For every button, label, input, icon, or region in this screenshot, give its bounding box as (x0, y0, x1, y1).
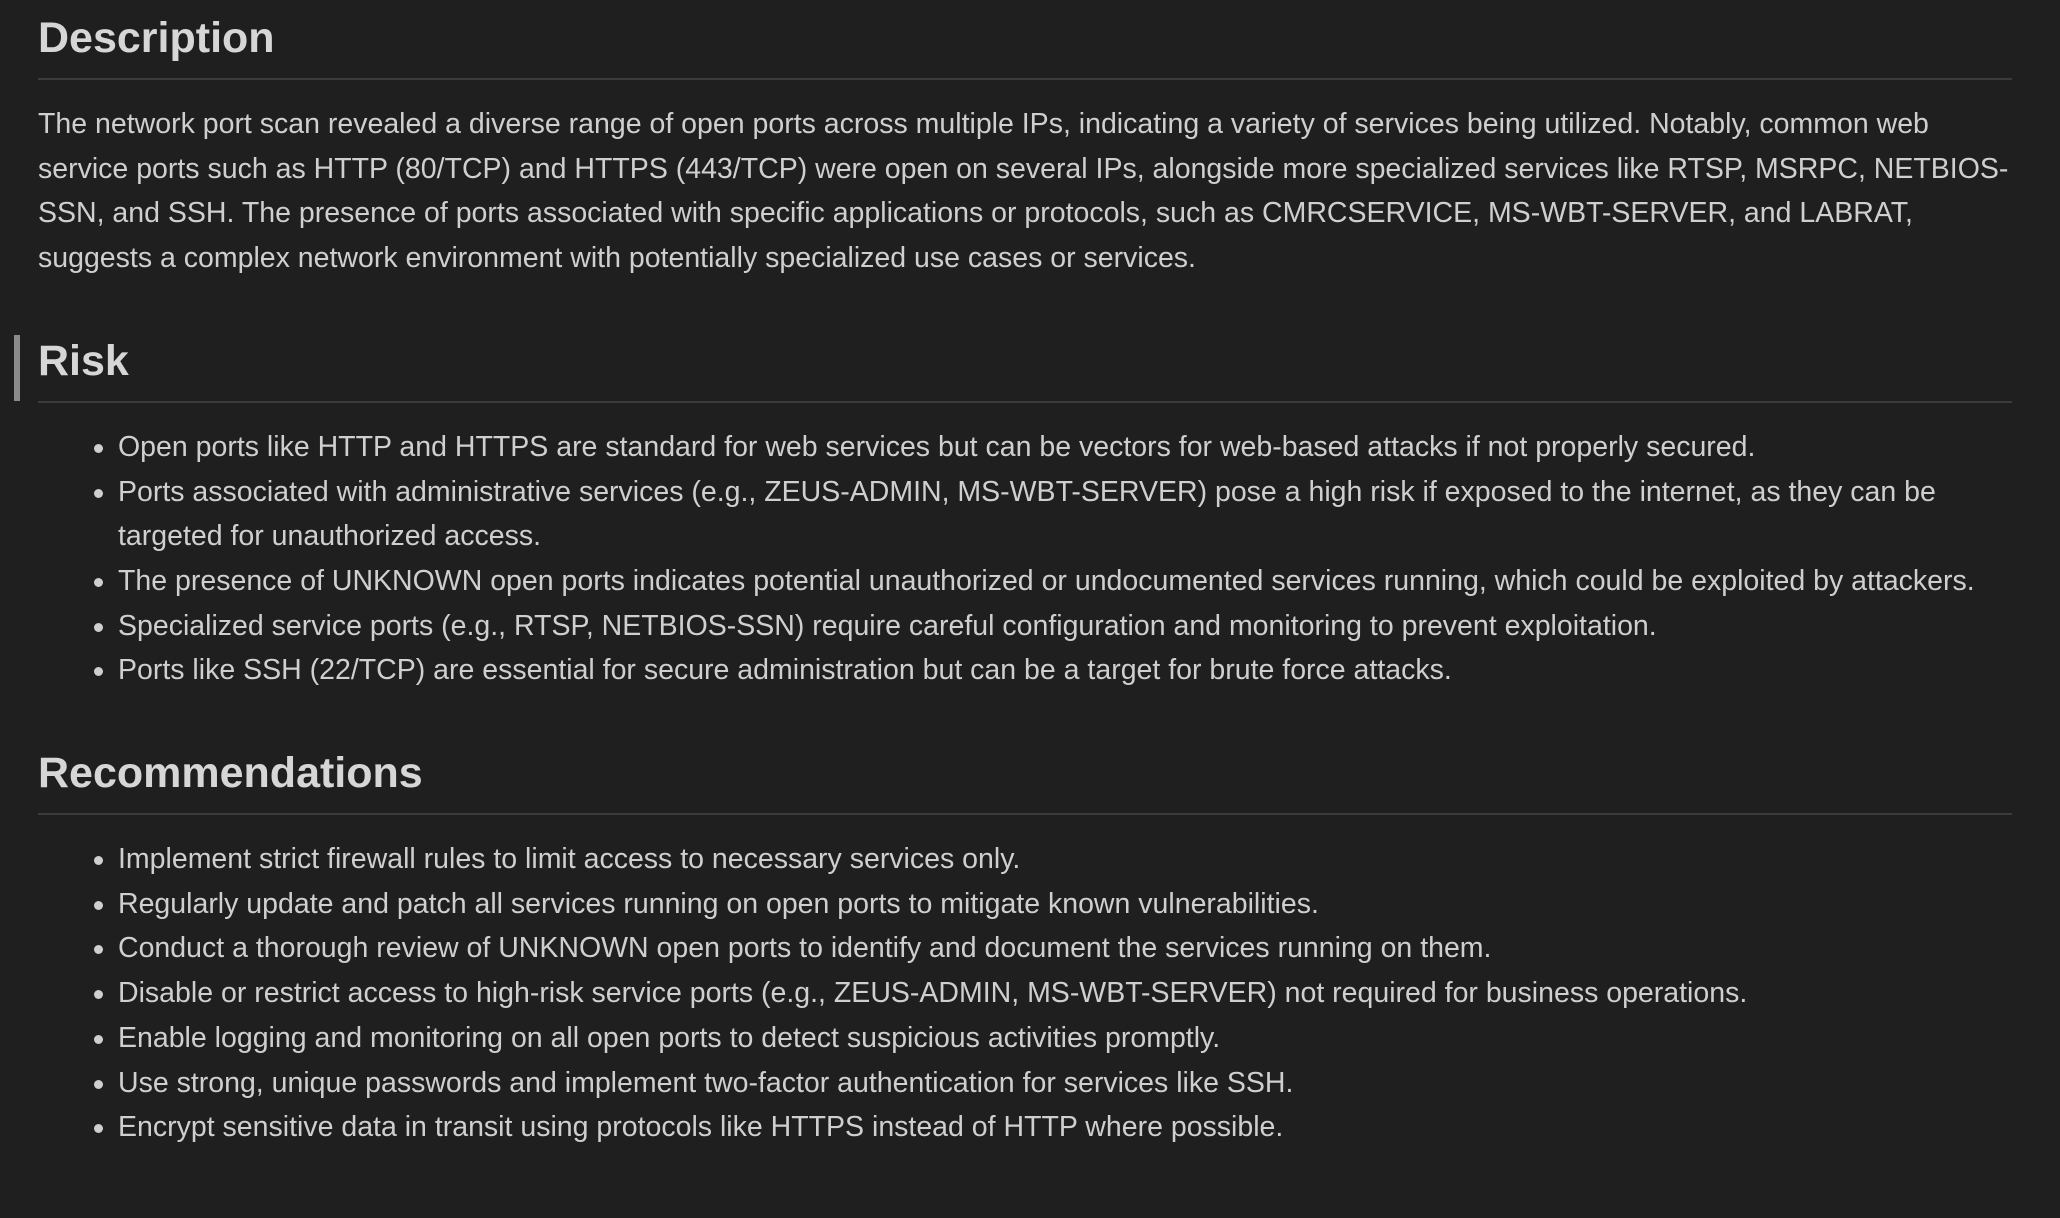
recommendations-section (38, 735, 2012, 1150)
bullet-icon (94, 667, 103, 676)
recommendation-list-item (118, 1061, 2012, 1106)
bullet-icon (94, 856, 103, 865)
bullet-icon (94, 945, 103, 954)
risk-list-item (118, 425, 2012, 470)
risk-list-item (118, 604, 2012, 649)
risk-section (38, 323, 2012, 693)
risk-item-text: Ports associated with administrative services (e.g., ZEUS-ADMIN, MS-WBT-SERVER) pose a high risk if exposed to the internet, as they can be targeted for unauthorized access. (118, 475, 1936, 553)
description-section (38, 0, 2012, 281)
recommendation-item-text: Regularly update and patch all services running on open ports to mitigate known vulnerabilities. (118, 887, 1319, 920)
risk-list-item (118, 470, 2012, 559)
risk-list (38, 425, 2012, 693)
description-heading: Description (38, 0, 2012, 80)
risk-list-item (118, 559, 2012, 604)
recommendation-item-text: Implement strict firewall rules to limit access to necessary services only. (118, 843, 1021, 876)
document-body (38, 0, 2012, 1150)
bullet-icon (94, 444, 103, 453)
bullet-icon (94, 1035, 103, 1044)
recommendation-item-text: Use strong, unique passwords and implement two-factor authentication for services like SSH. (118, 1066, 1294, 1099)
risk-item-text: The presence of UNKNOWN open ports indicates potential unauthorized or undocumented services running, which could be exploited by attackers. (118, 564, 1975, 597)
recommendations-heading: Recommendations (38, 735, 2012, 815)
recommendation-item-text: Enable logging and monitoring on all open ports to detect suspicious activities promptly. (118, 1021, 1221, 1054)
recommendations-list (38, 837, 2012, 1150)
bullet-icon (94, 1124, 103, 1133)
recommendation-item-text: Conduct a thorough review of UNKNOWN open ports to identify and document the services running on them. (118, 932, 1492, 965)
recommendation-list-item (118, 1105, 2012, 1150)
bullet-icon (94, 578, 103, 587)
bullet-icon (94, 1080, 103, 1089)
bullet-icon (94, 901, 103, 910)
risk-item-text: Specialized service ports (e.g., RTSP, NETBIOS-SSN) require careful configuration and monitoring to prevent exploitation. (118, 609, 1657, 642)
risk-list-item (118, 648, 2012, 693)
bullet-icon (94, 990, 103, 999)
recommendation-list-item (118, 882, 2012, 927)
recommendation-list-item (118, 837, 2012, 882)
active-section-indicator (14, 335, 20, 401)
risk-heading: Risk (38, 323, 2012, 403)
recommendation-item-text: Encrypt sensitive data in transit using protocols like HTTPS instead of HTTP where possible. (118, 1111, 1284, 1144)
bullet-icon (94, 489, 103, 498)
recommendation-list-item (118, 971, 2012, 1016)
risk-item-text: Ports like SSH (22/TCP) are essential for secure administration but can be a target for brute force attacks. (118, 654, 1452, 687)
recommendation-list-item (118, 926, 2012, 971)
description-paragraph: The network port scan revealed a diverse range of open ports across multiple IPs, indicating a variety of services being utilized. Notably, common web service ports such as HTTP (80/TCP) and HTTPS (443/TCP) were open on several IPs, alongside more specialized services like RTSP, MSRPC, NETBIOS-SSN, and SSH. The presence of ports associated with specific applications or protocols, such as CMRCSERVICE, MS-WBT-SERVER, and LABRAT, suggests a complex network environment with potentially specialized use cases or services. (38, 108, 2009, 275)
recommendation-list-item (118, 1016, 2012, 1061)
recommendation-item-text: Disable or restrict access to high-risk service ports (e.g., ZEUS-ADMIN, MS-WBT-SERVER) not required for business operations. (118, 977, 1748, 1010)
bullet-icon (94, 623, 103, 632)
risk-item-text: Open ports like HTTP and HTTPS are standard for web services but can be vectors for web-based attacks if not properly secured. (118, 430, 1756, 463)
